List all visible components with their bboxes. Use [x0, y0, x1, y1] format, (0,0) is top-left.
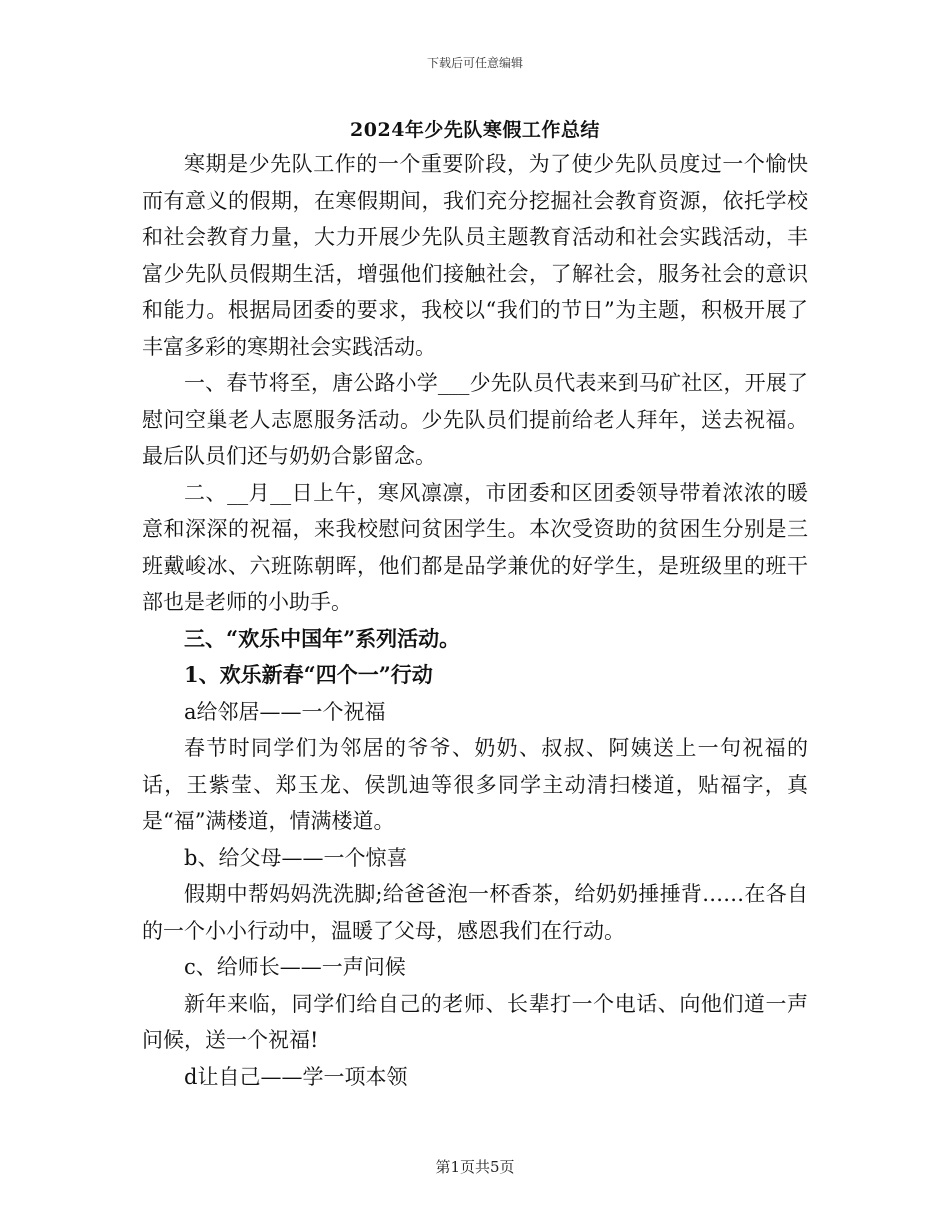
document-title: 2024年少先队寒假工作总结	[350, 119, 600, 141]
paragraph-section-1: 一、春节将至，唐公路小学___少先队员代表来到马矿社区，开展了慰问空巢老人志愿服务活动。少先队员们提前给老人拜年，送去祝福。最后队员们还与奶奶合影留念。	[142, 371, 808, 468]
page-indicator: 第1页共5页	[435, 1158, 515, 1176]
item-heading-a: a给邻居——一个祝福	[184, 699, 386, 724]
item-body-c: 新年来临，同学们给自己的老师、长辈打一个电话、向他们道一声问候，送一个祝福!	[142, 991, 808, 1052]
document-body	[142, 146, 808, 1095]
item-heading-d: d让自己——学一项本领	[184, 1064, 408, 1089]
paragraph-section-2: 二、__月__日上午，寒风凛凛，市团委和区团委领导带着浓浓的暖意和深深的祝福，来我校慰问贫困学生。本次受资助的贫困生分别是三班戴峻冰、六班陈朝晖，他们都是品学兼优的好学生，是班级里的班干部也是老师的小助手。	[142, 480, 808, 614]
item-body-a: 春节时同学们为邻居的爷爷、奶奶、叔叔、阿姨送上一句祝福的话，王紫莹、郑玉龙、侯凯迪等很多同学主动清扫楼道，贴福字，真是“福”满楼道，情满楼道。	[142, 736, 808, 833]
item-heading-c: c、给师长——一声问候	[184, 955, 406, 979]
heading-subsection-1: 1、欢乐新春“四个一”行动	[184, 662, 433, 687]
paragraph-intro: 寒期是少先队工作的一个重要阶段，为了使少先队员度过一个愉快而有意义的假期，在寒假期间，我们充分挖掘社会教育资源，依托学校和社会教育力量，大力开展少先队员主题教育活动和社会实践活动，丰富少先队员假期生活，增强他们接触社会，了解社会，服务社会的意识和能力。根据局团委的要求，我校以“我们的节日”为主题，积极开展了丰富多彩的寒期社会实践活动。	[142, 152, 808, 359]
item-heading-b: b、给父母——一个惊喜	[184, 845, 408, 870]
item-body-b: 假期中帮妈妈洗洗脚;给爸爸泡一杯香茶，给奶奶捶捶背……在各自的一个小小行动中，温暖了父母，感恩我们在行动。	[142, 882, 808, 943]
heading-section-3: 三、“欢乐中国年”系列活动。	[184, 625, 461, 651]
header-note: 下载后可任意编辑	[426, 56, 523, 70]
